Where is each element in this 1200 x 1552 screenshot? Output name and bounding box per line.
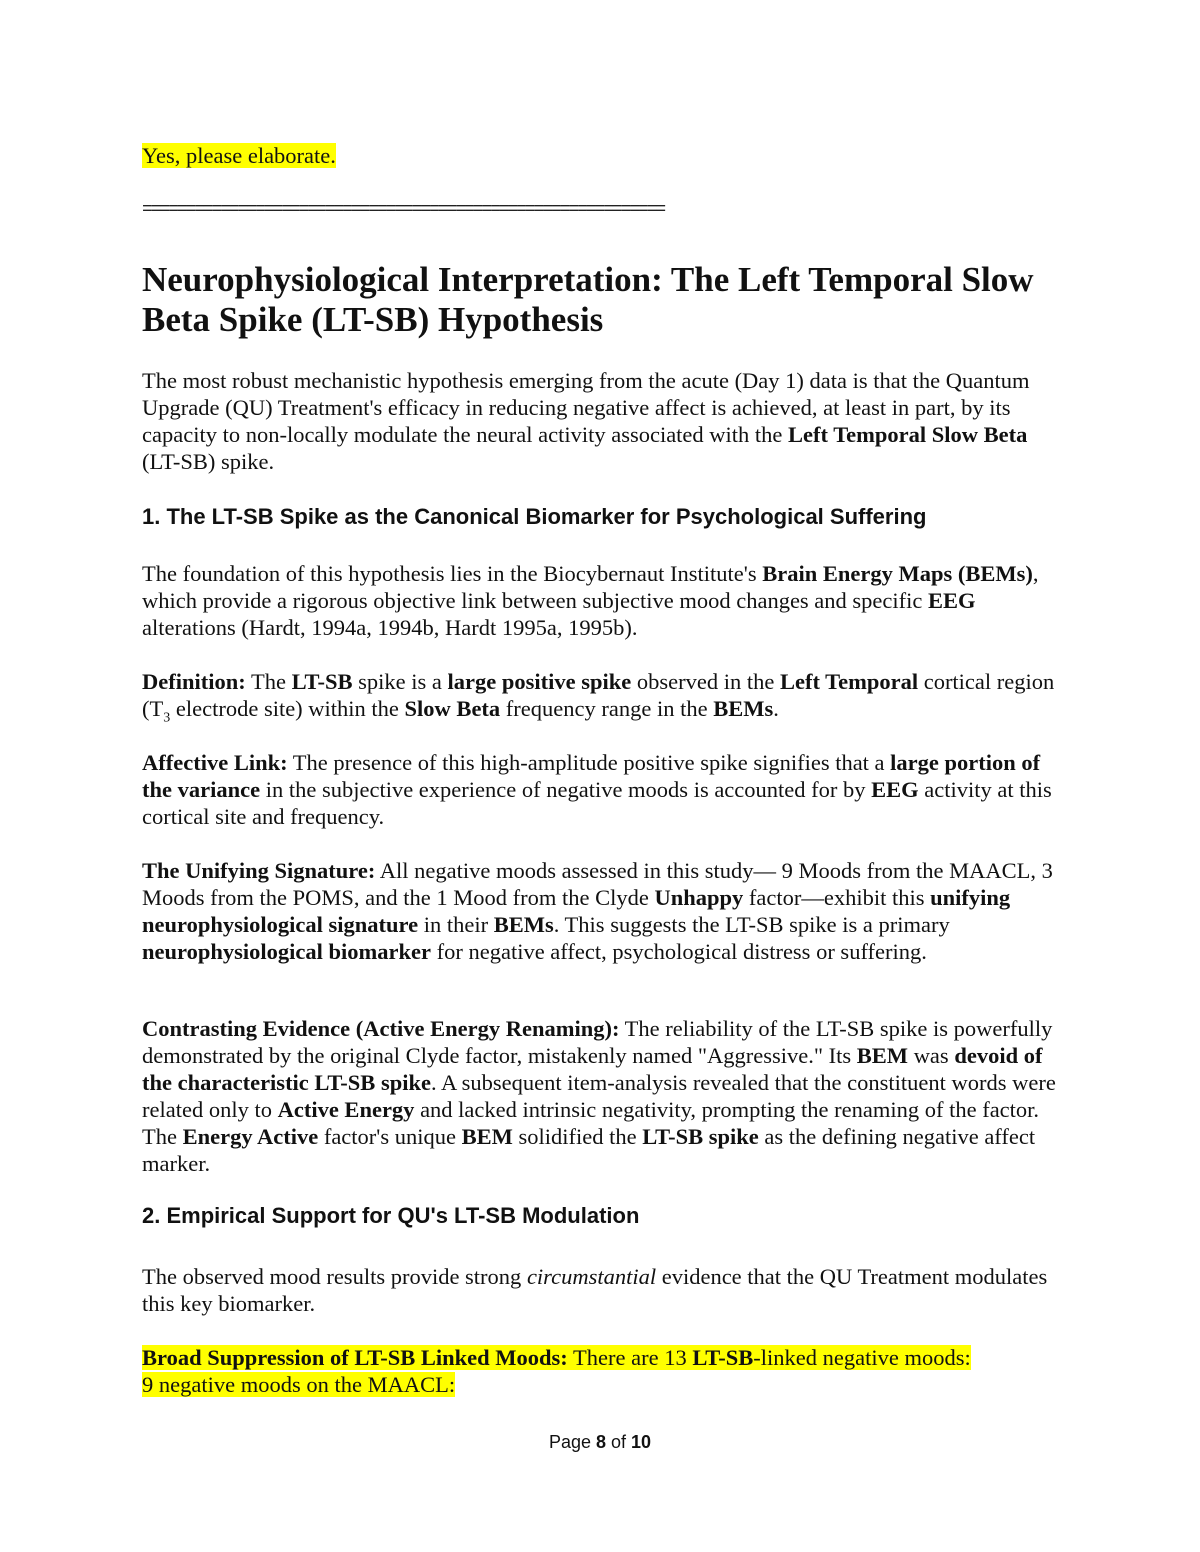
paragraph-unifying-signature — [142, 857, 1057, 965]
text-segment: as the defining negative affect marker. — [142, 1124, 1036, 1176]
text-segment: devoid of the characteristic LT-SB spike — [142, 1043, 1043, 1095]
text-segment: 3 — [163, 710, 171, 726]
text-segment: . — [773, 696, 779, 721]
text-segment: factor—exhibit this — [743, 885, 931, 910]
paragraph-foundation — [142, 560, 1057, 641]
text-segment: There are 13 — [567, 1345, 693, 1370]
text-segment: Contrasting Evidence (Active Energy Renaming): — [142, 1016, 620, 1041]
text-segment: for negative affect, psychological distress or suffering. — [430, 939, 927, 964]
text-segment: observed in the — [631, 669, 780, 694]
text-segment: 9 negative moods on the MAACL: — [142, 1372, 456, 1397]
text-segment: Left Temporal — [779, 669, 919, 694]
footer-mid: of — [606, 1432, 632, 1452]
text-segment: activity at this cortical site and frequency. — [142, 777, 1052, 829]
text-segment: BEM — [461, 1124, 513, 1149]
section-heading-1: 1. The LT-SB Spike as the Canonical Biomarker for Psychological Suffering — [142, 504, 927, 529]
text-segment: factor's unique — [318, 1124, 462, 1149]
paragraph-contrasting-evidence — [142, 1015, 1057, 1177]
text-segment: in the subjective experience of negative moods is accounted for by — [260, 777, 872, 802]
text-segment: LT-SB — [291, 669, 353, 694]
paragraph-hypothesis — [142, 367, 1057, 475]
text-segment: cortical region (T — [142, 669, 1055, 721]
separator-line: ============================================================ — [142, 200, 665, 220]
text-segment: LT-SB — [692, 1345, 754, 1370]
text-segment: . A subsequent item-analysis revealed that the constituent words were related only to — [142, 1070, 1056, 1122]
intro-line — [142, 142, 1057, 169]
text-segment: was — [908, 1043, 955, 1068]
text-segment: neurophysiological biomarker — [142, 939, 431, 964]
paragraph-observed-results — [142, 1263, 1057, 1317]
highlighted-intro: Yes, please elaborate. — [142, 143, 336, 168]
text-segment: large portion of the variance — [142, 750, 1041, 802]
text-segment: Left Temporal Slow Beta — [788, 422, 1028, 447]
footer-prefix: Page — [548, 1432, 596, 1452]
paragraph-definition — [142, 668, 1057, 732]
text-segment: in their — [418, 912, 494, 937]
text-segment: The reliability of the LT-SB spike is powerfully demonstrated by the original Clyde factor, mistakenly named "Aggressive." Its — [142, 1016, 1053, 1068]
text-segment: All negative moods assessed in this study— 9 Moods from the MAACL, 3 Moods from the POMS, and the 1 Mood from the Clyde — [142, 858, 1053, 910]
text-segment: Active Energy — [277, 1097, 415, 1122]
text-segment: -linked negative moods: — [753, 1345, 971, 1370]
text-segment: The most robust mechanistic hypothesis emerging from the acute (Day 1) data is that the Quantum Upgrade (QU) Treatment's efficacy in reducing negative affect is achieved, at least in part, by its capacity to non-locally modulate the neural activity associated with the — [142, 368, 1030, 447]
text-segment: The foundation of this hypothesis lies in the Biocybernaut Institute's — [142, 561, 763, 586]
text-segment: evidence that the QU Treatment modulates this key biomarker. — [142, 1264, 1048, 1316]
page-footer — [0, 1432, 1200, 1453]
paragraph-affective-link — [142, 749, 1057, 830]
text-segment: Energy Active — [182, 1124, 319, 1149]
text-segment: unifying neurophysiological signature — [142, 885, 1011, 937]
paragraph-broad-suppression — [142, 1344, 1057, 1398]
text-segment: BEMs — [493, 912, 554, 937]
text-segment: EEG — [928, 588, 976, 613]
text-segment: . This suggests the LT-SB spike is a primary — [553, 912, 950, 937]
text-segment: Brain Energy Maps (BEMs) — [762, 561, 1033, 586]
text-segment: The — [245, 669, 292, 694]
text-segment: electrode site) within the — [170, 696, 405, 721]
text-segment: BEM — [856, 1043, 909, 1068]
text-segment: frequency range in the — [500, 696, 714, 721]
text-segment: spike is a — [352, 669, 448, 694]
text-segment: The Unifying Signature: — [142, 858, 376, 883]
text-segment: LT-SB spike — [642, 1124, 759, 1149]
text-segment: BEMs — [713, 696, 774, 721]
page-title: Neurophysiological Interpretation: The Left Temporal Slow Beta Spike (LT-SB) Hypothesis — [142, 260, 1034, 339]
current-page: 8 — [595, 1432, 606, 1452]
text-segment: Definition: — [142, 669, 246, 694]
text-segment: Broad Suppression of LT-SB Linked Moods: — [142, 1345, 568, 1370]
text-segment: and lacked intrinsic negativity, prompting the renaming of the factor. The — [142, 1097, 1040, 1149]
text-segment: The presence of this high-amplitude positive spike signifies that a — [287, 750, 891, 775]
text-segment: large positive spike — [447, 669, 632, 694]
text-segment: solidified the — [512, 1124, 643, 1149]
total-pages: 10 — [631, 1432, 652, 1452]
text-segment: alterations (Hardt, 1994a, 1994b, Hardt 1995a, 1995b). — [142, 615, 638, 640]
text-segment: (LT-SB) spike. — [142, 449, 275, 474]
text-segment: , which provide a rigorous objective link between subjective mood changes and specific — [142, 561, 1039, 613]
text-segment: Slow Beta — [404, 696, 501, 721]
text-segment: circumstantial — [526, 1264, 657, 1289]
text-segment: The observed mood results provide strong — [142, 1264, 527, 1289]
text-segment: Affective Link: — [142, 750, 288, 775]
text-segment: Unhappy — [654, 885, 744, 910]
text-segment: EEG — [871, 777, 919, 802]
section-heading-2: 2. Empirical Support for QU's LT-SB Modulation — [142, 1203, 640, 1228]
